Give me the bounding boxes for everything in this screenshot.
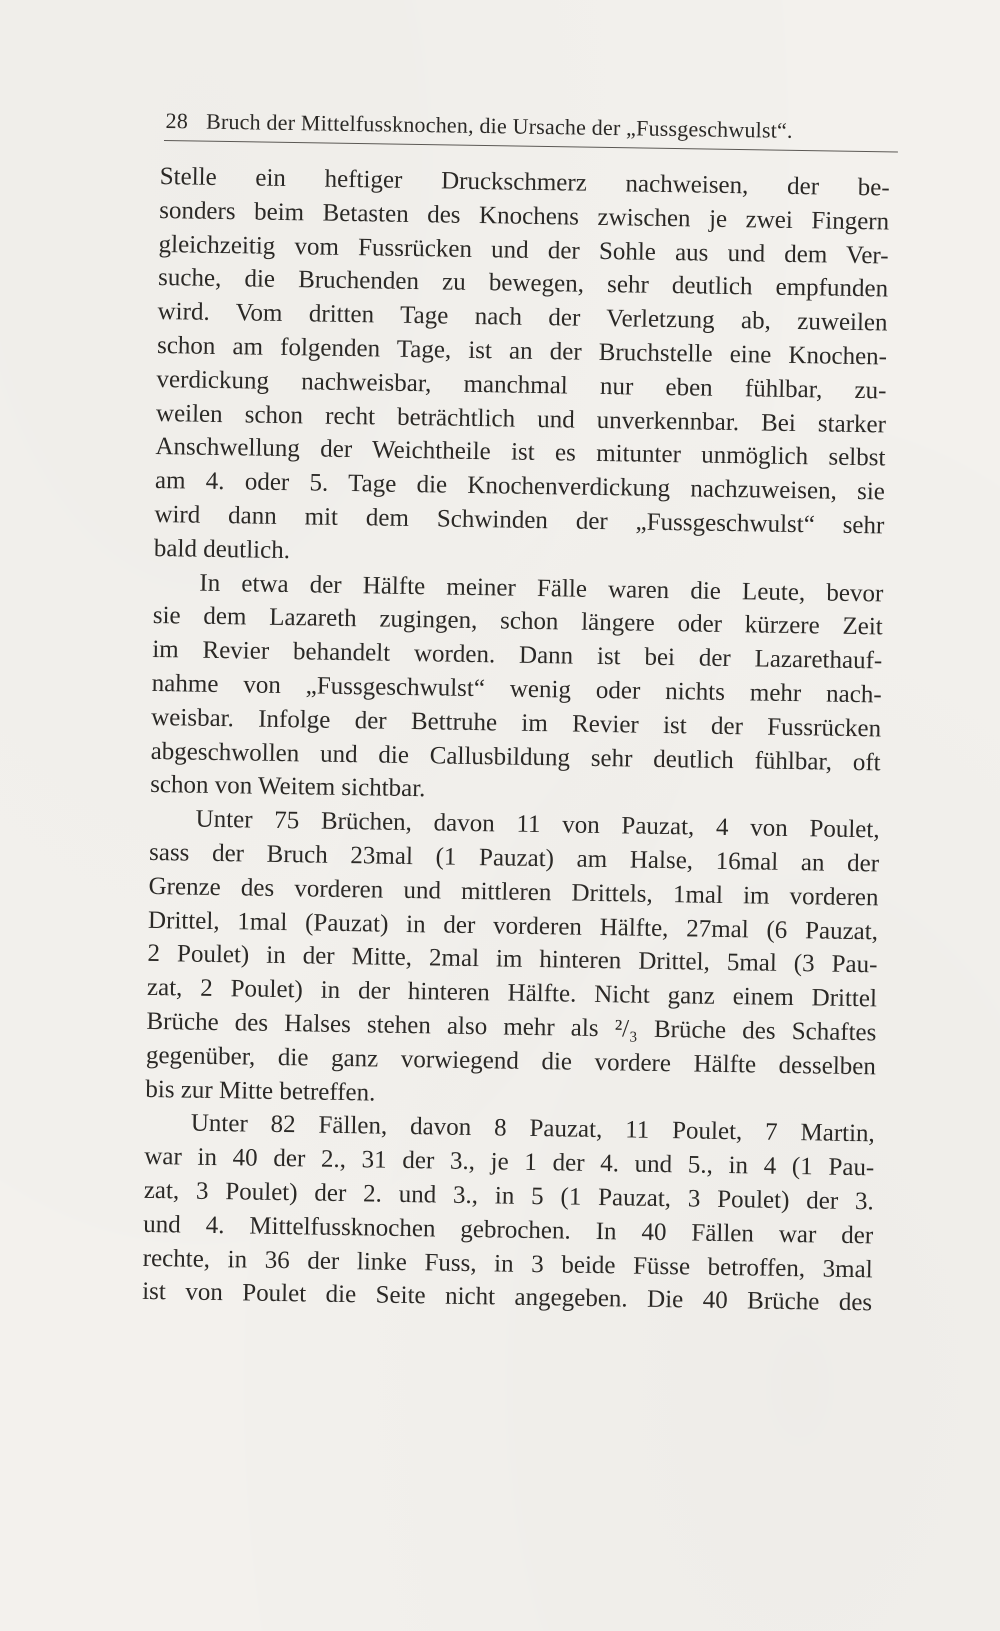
text-line: sass der Bruch 23mal (1 Pauzat) am Halse, 16mal an der	[148, 838, 880, 878]
text-line: schon von Weitem sichtbar.	[149, 771, 426, 803]
text-line: 2 Poulet) in der Mitte, 2mal im hinteren Drittel, 5mal (3 Pau-	[147, 940, 878, 979]
text-line: abgeschwollen und die Callusbildung sehr deutlich fühlbar, oft	[150, 737, 881, 776]
text-line: weisbar. Infolge der Bettruhe im Revier ist der Fussrücken	[151, 703, 882, 743]
text-line: Grenze des vorderen und mittleren Drittels, 1mal im vorderen	[148, 872, 879, 912]
text-line: nahme von „Fussgeschwulst“ wenig oder nichts mehr nach-	[151, 669, 882, 709]
paragraph-first-line: Unter 75 Brüchen, davon 11 von Pauzat, 4 von Poulet,	[195, 805, 880, 844]
page-number: 28	[165, 107, 189, 134]
text-line: rechte, in 36 der linke Fuss, in 3 beide Füsse betroffen, 3mal	[142, 1244, 873, 1283]
text-line: und 4. Mittelfussknochen gebrochen. In 40 Fällen war der	[143, 1210, 874, 1250]
text-line: Stelle ein heftiger Druckschmerz nachweisen, der be-	[159, 162, 890, 202]
text-line: am 4. oder 5. Tage die Knochenverdickung nachzuweisen, sie	[154, 467, 886, 506]
text-line: gleichzeitig vom Fussrücken und der Sohle aus und dem Ver-	[158, 230, 889, 270]
text-line: zat, 2 Poulet) in der hinteren Hälfte. Nicht ganz einem Drittel	[146, 974, 878, 1013]
text-line: gegenüber, die ganz vorwiegend die vordere Hälfte desselben	[145, 1041, 877, 1081]
text-line: sie dem Lazareth zugingen, schon längere oder kürzere Zeit	[152, 602, 883, 641]
text-line: schon am folgenden Tage, ist an der Bruchstelle eine Knochen-	[156, 331, 888, 371]
text-line: bald deutlich.	[153, 534, 291, 564]
body-text	[142, 160, 890, 1320]
text-line: war in 40 der 2., 31 der 3., je 1 der 4. und 5., in 4 (1 Pau-	[144, 1142, 875, 1182]
text-line: bis zur Mitte betreffen.	[145, 1075, 376, 1107]
text-line: Anschwellung der Weichtheile ist es mitunter unmöglich selbst	[155, 433, 886, 472]
text-line: wird dann mit dem Schwinden der „Fussgeschwulst“ sehr	[154, 500, 885, 540]
running-head	[165, 100, 895, 145]
text-line: Drittel, 1mal (Pauzat) in der vorderen Hälfte, 27mal (6 Pauzat,	[147, 906, 879, 945]
text-line: Brüche des Halses stehen also mehr als ²/₃ Brüche des Schaftes	[146, 1007, 877, 1047]
text-line: sonders beim Betasten des Knochens zwischen je zwei Fingern	[158, 196, 890, 236]
text-line: weilen schon recht beträchtlich und unverkennbar. Bei starker	[155, 399, 887, 439]
paragraph-first-line: Unter 82 Fällen, davon 8 Pauzat, 11 Poulet, 7 Martin,	[190, 1109, 875, 1148]
text-line: suche, die Bruchenden zu bewegen, sehr deutlich empfunden	[157, 264, 889, 303]
text-line: wird. Vom dritten Tage nach der Verletzung ab, zuweilen	[157, 298, 888, 337]
paragraph-first-line: In etwa der Hälfte meiner Fälle waren die Leute, bevor	[199, 569, 884, 607]
running-head-title: Bruch der Mittelfussknochen, die Ursache der „Fussgeschwulst“.	[205, 108, 793, 143]
text-line: ist von Poulet die Seite nicht angegeben. Die 40 Brüche des	[142, 1278, 873, 1317]
text-line: im Revier behandelt worden. Dann ist bei der Lazarethauf-	[152, 636, 883, 675]
text-line: zat, 3 Poulet) der 2. und 3., in 5 (1 Pauzat, 3 Poulet) der 3.	[143, 1176, 874, 1216]
text-line: verdickung nachweisbar, manchmal nur eben fühlbar, zu-	[156, 365, 887, 405]
